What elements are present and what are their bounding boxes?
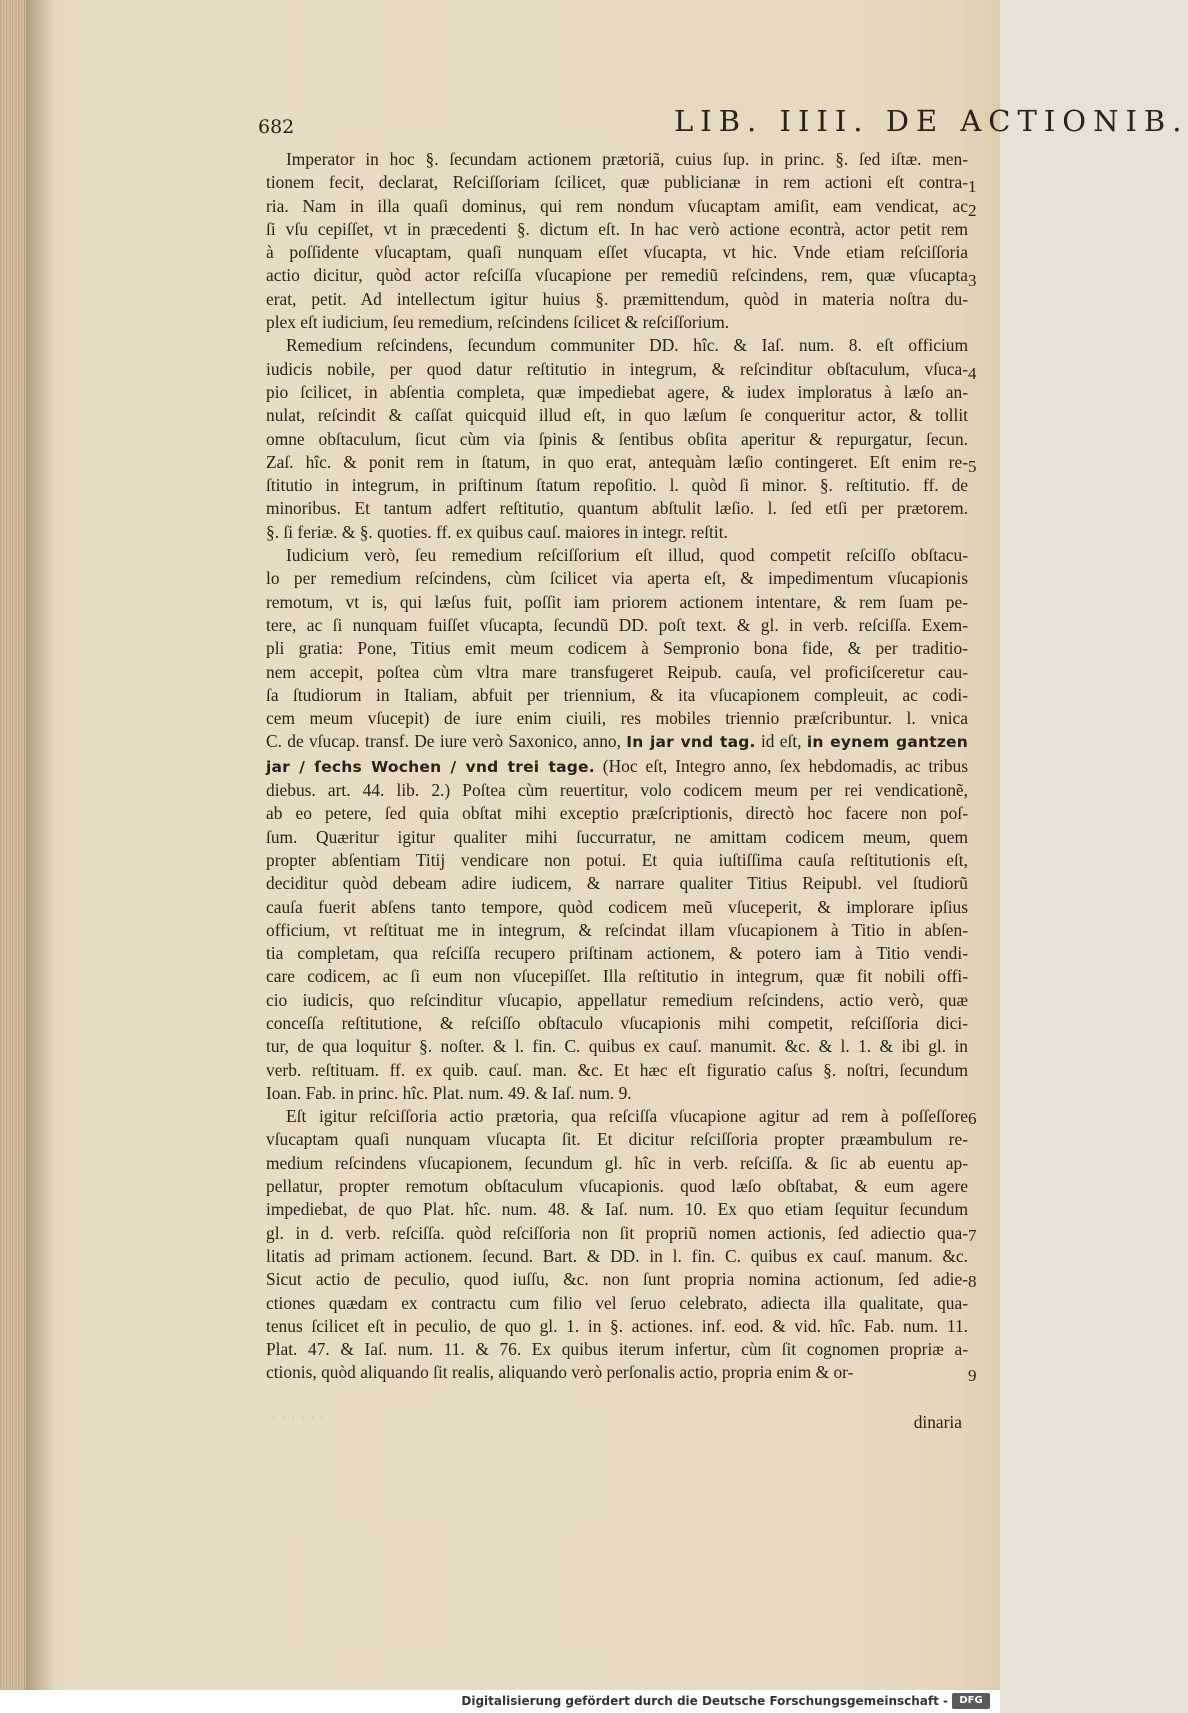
margin-number: 6 [968, 1109, 977, 1129]
margin-number: 3 [968, 270, 977, 290]
text-line [266, 684, 968, 707]
page-number: 682 [258, 116, 295, 138]
text-line [266, 755, 968, 779]
text-line [266, 849, 968, 872]
text-segment: minoribus. Et tantum adfert reſtitutio, quantum abſtulit læſio. l. ſed etſi per prætorem. [266, 498, 968, 519]
text-segment: plex eſt iudicium, ſeu remedium, reſcindens ſcilicet & reſciſſorium. [266, 312, 730, 333]
text-line [266, 1315, 968, 1338]
text-segment: pellatur, propter remotum obſtaculum vſucapionis. quod læſo obſtabat, & eum agere [266, 1176, 968, 1197]
text-segment: ab eo petere, ſed quia obſtat mihi exceptio præſcriptionis, directò hoc facere non poſ- [266, 803, 968, 824]
text-segment: pli gratia: Pone, Titius emit meum codicem à Sempronio bona fide, & per traditio- [266, 638, 968, 659]
text-segment: §. ſi feriæ. & §. quoties. ff. ex quibus cauſ. maiores in integr. reſtit. [266, 521, 728, 542]
text-segment: Iudicium verò, ſeu remedium reſciſſorium eſt illud, quod competit reſciſſo obſtacu- [286, 545, 968, 566]
gutter-shadow [26, 0, 56, 1690]
margin-numbers [968, 148, 992, 1385]
margin-number: 2 [968, 200, 977, 220]
text-line [266, 1105, 968, 1128]
text-segment: diebus. art. 44. lib. 2.) Poſtea cùm reuertitur, volo codicem meum per rei vendicationẽ, [266, 780, 968, 801]
text-line [266, 264, 968, 287]
text-segment: Ioan. Fab. in princ. hîc. Plat. num. 49. & Iaſ. num. 9. [266, 1082, 632, 1103]
text-segment: actio dicitur, quòd actor reſciſſa vſucapione per remediũ reſcindens, rem, quæ vſucapta [266, 265, 968, 286]
body-text [266, 148, 968, 1385]
faded-stamp: · · · · · · [272, 1410, 326, 1425]
text-line [266, 707, 968, 730]
text-line [266, 1338, 968, 1361]
blackletter-phrase: in eynem gantzen [806, 733, 968, 752]
text-line [266, 148, 968, 171]
paragraph [266, 334, 968, 544]
text-line [266, 661, 968, 684]
text-line [266, 288, 968, 311]
text-segment: ria. Nam in illa quaſi dominus, qui rem nondum vſucaptam amiſit, eam vendicat, ac [266, 195, 968, 216]
text-segment: tia completam, qua reſciſſa recupero priſtinam actionem, & potero iam à Titio vendi- [266, 943, 968, 964]
text-line [266, 1245, 968, 1268]
text-segment: ctionis, quòd aliquando ſit realis, aliquando verò perſonalis actio, propria enim & or- [266, 1362, 854, 1383]
text-segment: verb. reſtituam. ff. ex quib. cauſ. man. &c. Et hæc eſt figuratio caſus §. noſtri, ſecundum [266, 1059, 968, 1080]
text-line [266, 1152, 968, 1175]
margin-number: 1 [968, 177, 977, 197]
text-line [266, 1175, 968, 1198]
text-segment: tere, ac ſi nunquam fuiſſet vſucapta, ſecundũ DD. poſt text. & gl. in verb. reſciſſa. Exem- [266, 614, 968, 635]
text-line [266, 637, 968, 660]
text-segment: Eſt igitur reſciſſoria actio prætoria, qua reſciſſa vſucapione agitur ad rem à poſſeſſore [286, 1106, 968, 1127]
text-segment: remotum, vt is, qui læſus fuit, poſſit iam priorem actionem intentare, & rem ſuam pe- [266, 591, 968, 612]
paragraph [266, 544, 968, 1105]
text-line [266, 1128, 968, 1151]
text-line [266, 358, 968, 381]
text-segment: omne obſtaculum, ſicut cùm via ſpinis & ſentibus obſita aperitur & repurgatur, ſecun. [266, 428, 968, 449]
text-line [266, 1082, 968, 1105]
text-line [266, 428, 968, 451]
catchword: dinaria [913, 1412, 962, 1432]
text-segment: officium, vt reſtituat me in integrum, & reſcindat illam vſucapionem à Titio in abſen- [266, 919, 968, 940]
text-line [266, 919, 968, 942]
text-segment: (Hoc eſt, Integro anno, ſex hebdomadis, ac tribus [594, 755, 968, 776]
footer-text: Digitalisierung gefördert durch die Deutsche Forschungsgemeinschaft - [461, 1694, 948, 1708]
text-segment: cio iudicis, quo reſcinditur vſucapio, appellatur remedium reſcindens, actio verò, quæ [266, 989, 968, 1010]
margin-number: 5 [968, 456, 977, 476]
text-segment: Plat. 47. & Iaſ. num. 11. & 76. Ex quibus iterum infertur, cùm ſit cognomen propriæ a- [266, 1339, 968, 1360]
text-segment: tionem fecit, declarat, Reſciſſoriam ſcilicet, quæ publicianæ in rem actioni eſt contra- [266, 172, 968, 193]
text-segment: litatis ad primam actionem. ſecund. Bart. & DD. in l. fin. C. quibus ex cauſ. manum. &c. [266, 1245, 968, 1266]
text-segment: ctiones quædam ex contractu cum filio vel ſeruo celebrato, adiecta illa qualitate, qua- [266, 1292, 968, 1313]
text-segment: erat, petit. Ad intellectum igitur huius §. præmittendum, quòd in materia noſtra du- [266, 288, 968, 309]
text-segment: tur, de qua loquitur §. noſter. & l. fin. C. quibus ex cauſ. manumit. &c. & l. 1. & ibi gl. in [266, 1036, 968, 1057]
margin-number: 7 [968, 1225, 977, 1245]
text-segment: gl. in d. verb. reſciſſa. quòd reſciſſoria non ſit propriũ nomen actionis, ſed adiectio qua- [266, 1222, 968, 1243]
text-line [266, 1059, 968, 1082]
text-line [266, 334, 968, 357]
margin-number: 8 [968, 1272, 977, 1292]
text-segment: ſum. Quæritur igitur qualiter mihi ſuccurratur, ne amittam codicem meum, quem [266, 826, 968, 847]
text-line [266, 872, 968, 895]
text-line [266, 779, 968, 802]
text-segment: care codicem, ac ſi eum non vſucepiſſet. Illa reſtitutio in integrum, quæ fit nobili offi- [266, 966, 968, 987]
text-line [266, 241, 968, 264]
text-line [266, 567, 968, 590]
footer-bar [0, 1690, 1000, 1713]
text-segment: Remedium reſcindens, ſecundum communiter DD. hîc. & Iaſ. num. 8. eſt officium [286, 335, 968, 356]
text-line [266, 497, 968, 520]
text-line [266, 1198, 968, 1221]
text-line [266, 1012, 968, 1035]
text-segment: à poſſidente vſucaptam, quaſi nunquam eſſet vſucapta, vt hic. Vnde etiam reſciſſoria [266, 242, 968, 263]
text-line [266, 474, 968, 497]
text-line [266, 989, 968, 1012]
text-segment: impediebat, de quo Plat. hîc. num. 48. & Iaſ. num. 10. Ex quo etiam ſequitur ſecundum [266, 1199, 968, 1220]
text-segment: ſa ſtudiorum in Italiam, abfuit per triennium, & ita vſucapionem compleuit, ac codi- [266, 684, 968, 705]
text-segment: id eſt, [755, 731, 807, 752]
text-segment: cauſa fuerit abſens tanto tempore, quòd codicem meũ vſuceperit, & implorare ipſius [266, 896, 968, 917]
text-segment: conceſſa reſtitutione, & reſciſſo obſtaculo vſucapionis mihi competit, reſciſſoria dici- [266, 1012, 968, 1033]
text-line [266, 404, 968, 427]
text-line [266, 1292, 968, 1315]
text-line [266, 381, 968, 404]
text-line [266, 218, 968, 241]
text-line [266, 195, 968, 218]
text-line [266, 1035, 968, 1058]
text-segment: C. de vſucap. transf. De iure verò Saxonico, anno, [266, 731, 627, 752]
text-segment: medium reſcindens vſucapionem, ſecundum gl. hîc in verb. reſciſſa. & ſic ab euentu ap- [266, 1152, 968, 1173]
text-line [266, 591, 968, 614]
text-segment: deciditur quòd debeam adire iudicem, & narrare qualiter Titius Reipubl. vel ſtudiorũ [266, 873, 968, 894]
text-segment: ſi vſu cepiſſet, vt in præcedenti §. dictum eſt. In hac verò actione econtrà, actor petit rem [266, 218, 968, 239]
text-line [266, 965, 968, 988]
text-segment: nulat, reſcindit & caſſat quicquid illud eſt, in quo læſum ſe conqueritur actor, & tollit [266, 405, 968, 426]
text-line [266, 311, 968, 334]
text-segment: vſucaptam quaſi nunquam vſucapta ſit. Et dicitur reſciſſoria propter præambulum re- [266, 1129, 968, 1150]
text-line [266, 1361, 968, 1384]
text-segment: cem meum vſucepit) de iure enim ciuili, res mobiles triennio præſcribuntur. l. vnica [266, 708, 968, 729]
margin-number: 9 [968, 1365, 977, 1385]
margin-number: 4 [968, 363, 977, 383]
text-line [266, 544, 968, 567]
paragraph [266, 1105, 968, 1385]
text-segment: pio ſcilicet, in abſentia completa, quæ impediebat agere, & iudex imploratus à læſo an- [266, 381, 968, 402]
text-segment: iudicis nobile, per quod datur reſtitutio in integrum, & reſcinditur obſtaculum, vſuca- [266, 358, 968, 379]
text-line [266, 730, 968, 754]
blackletter-phrase: In jar vnd tag. [626, 733, 756, 752]
text-line [266, 802, 968, 825]
text-segment: ſtitutio in integrum, in priſtinum ſtatum repoſitio. l. quòd ſi minor. §. reſtitutio. ff. de [266, 475, 968, 496]
text-line [266, 896, 968, 919]
text-segment: lo per remedium reſcindens, cùm ſcilicet via aperta eſt, & impedimentum vſucapionis [266, 568, 968, 589]
text-segment: Imperator in hoc §. ſecundam actionem prætoriã, cuius ſup. in princ. §. ſed iſtæ. men- [286, 149, 968, 169]
text-line [266, 521, 968, 544]
text-line [266, 451, 968, 474]
text-line [266, 1222, 968, 1245]
dfg-logo: DFG [952, 1693, 990, 1709]
text-segment: propter abſentiam Titij vendicare non potui. Et quia iuſtiſſima cauſa reſtitutionis eſt, [266, 849, 968, 870]
text-segment: Sicut actio de peculio, quod iuſſu, &c. non ſunt propria nomina actionum, ſed adie- [266, 1269, 968, 1290]
text-line [266, 942, 968, 965]
text-line [266, 1268, 968, 1291]
text-segment: tenus ſcilicet eſt in peculio, de quo gl. 1. in §. actiones. inf. eod. & vid. hîc. Fab. num. 11. [266, 1315, 968, 1336]
paragraph [266, 148, 968, 334]
text-line [266, 171, 968, 194]
text-segment: Zaſ. hîc. & ponit rem in ſtatum, in quo erat, antequàm læſio contingeret. Eſt enim re- [266, 451, 968, 472]
running-head-title: LIB. IIII. DE ACTIONIB. [674, 104, 1188, 138]
text-segment: nem accepit, poſtea cùm vltra mare transfugeret Reipub. cauſa, vel proficiſceretur cau- [266, 661, 968, 682]
text-line [266, 614, 968, 637]
text-line [266, 826, 968, 849]
book-edge [0, 0, 26, 1690]
blackletter-phrase: jar / ſechs Wochen / vnd trei tage. [266, 757, 595, 776]
